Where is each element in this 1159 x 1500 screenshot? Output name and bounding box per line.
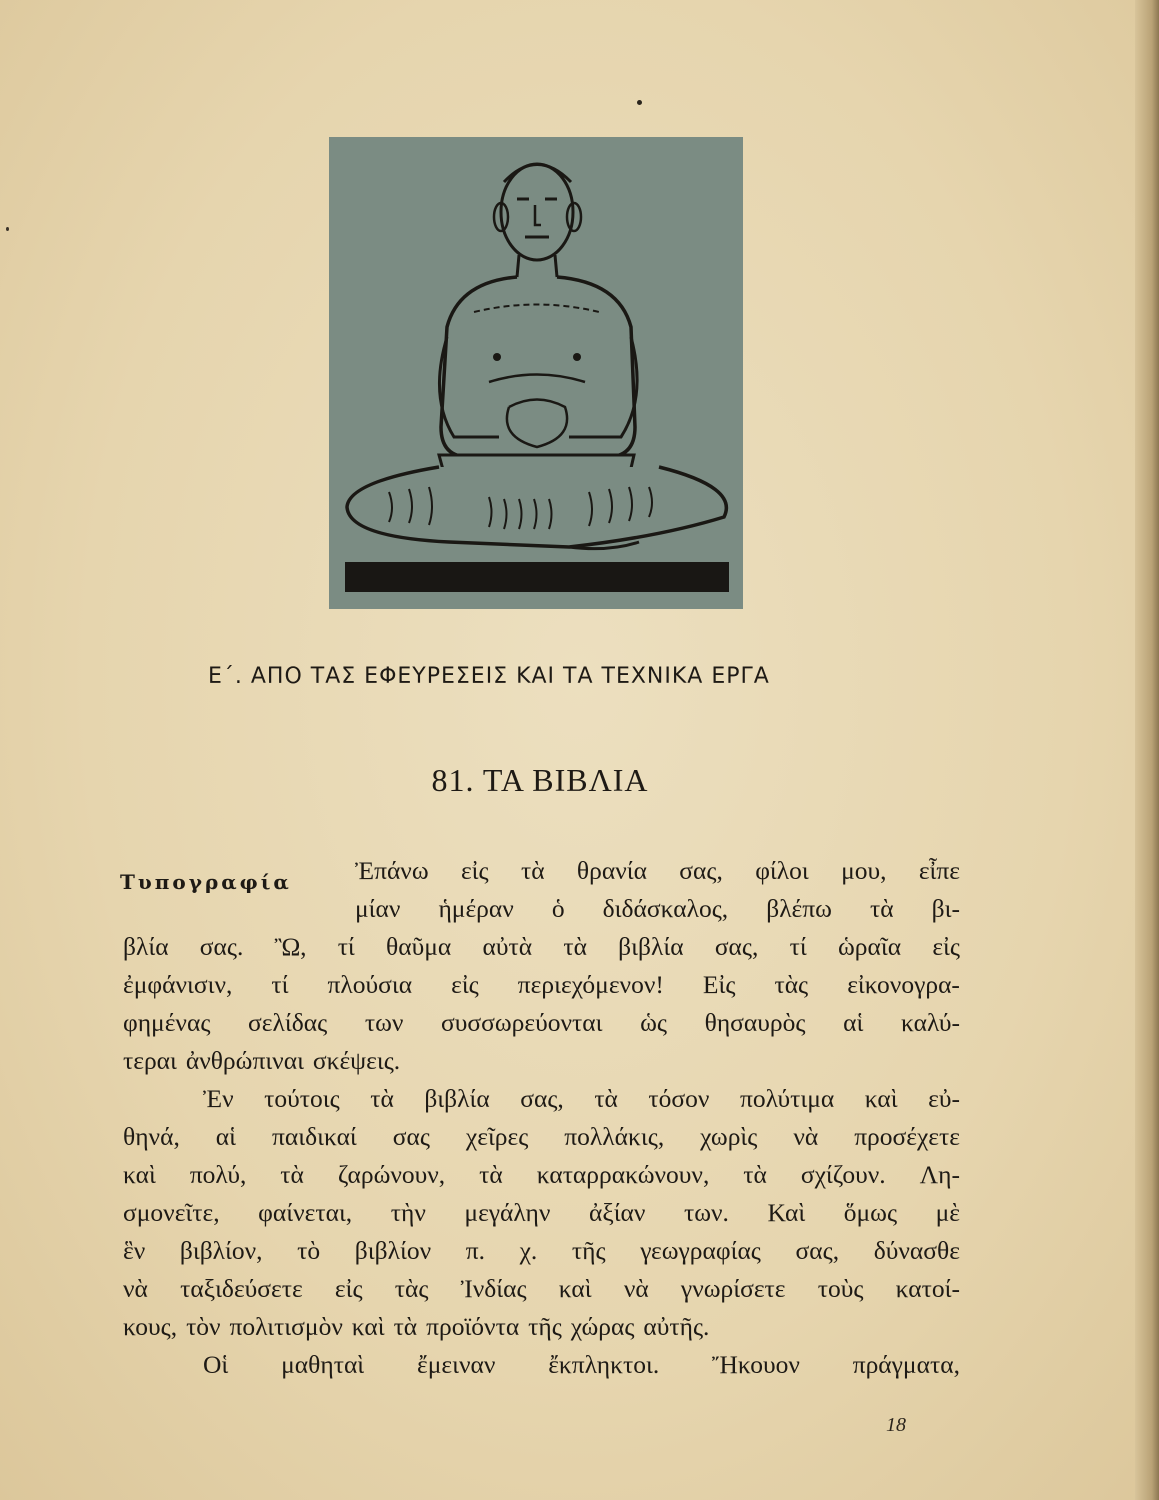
scribe-left-arm <box>439 337 499 437</box>
page-number: 18 <box>886 1414 906 1436</box>
text-line: τεραι ἀνθρώπιναι σκέψεις. <box>123 1046 401 1075</box>
text-line: νὰ ταξιδεύσετε εἰς τὰς Ἰνδίας καὶ νὰ γνωρίσετε τοὺς κατοί- <box>123 1274 960 1303</box>
text-line: μίαν ἡμέραν ὁ διδάσκαλος, βλέπω τὰ βι- <box>355 894 960 923</box>
text-line: βλία σας. Ὢ, τί θαῦμα αὐτὰ τὰ βιβλία σας, τί ὡραῖα εἰς <box>123 932 960 961</box>
scribe-right-arm <box>569 337 637 437</box>
edge-speck <box>6 227 9 231</box>
text-line: θηνά, αἱ παιδικαί σας χεῖρες πολλάκις, χωρὶς νὰ προσέχετε <box>123 1122 960 1151</box>
text-line: κους, τὸν πολιτισμὸν καὶ τὰ προϊόντα τῆς χώρας αὐτῆς. <box>123 1312 710 1341</box>
scribe-head <box>501 164 573 260</box>
section-heading: Ε΄. ΑΠΟ ΤΑΣ ΕΦΕΥΡΕΣΕΙΣ ΚΑΙ ΤΑ ΤΕΧΝΙΚΑ ΕΡΓΑ <box>208 664 770 689</box>
body-text <box>123 852 960 1384</box>
page-spine-shadow <box>1135 0 1159 1500</box>
text-line: Οἱ μαθηταὶ ἔμειναν ἔκπληκτοι. Ἤκουον πράγματα, <box>203 1350 960 1379</box>
text-line: καὶ πολύ, τὰ ζαρώνουν, τὰ καταρρακώνουν, τὰ σχίζουν. Λη- <box>123 1160 960 1189</box>
text-line: Ἐπάνω εἰς τὰ θρανία σας, φίλοι μου, εἶπε <box>355 856 960 885</box>
text-line: Ἐν τούτοις τὰ βιβλία σας, τὰ τόσον πολύτιμα καὶ εὐ- <box>203 1084 960 1113</box>
text-line: ἓν βιβλίον, τὸ βιβλίον π. χ. τῆς γεωγραφίας σας, δύνασθε <box>123 1236 960 1265</box>
print-speck <box>637 100 642 105</box>
scribe-belly <box>507 400 567 448</box>
text-line: φημένας σελίδας των συσσωρεύονται ὡς θησαυρὸς αἱ καλύ- <box>123 1008 960 1037</box>
margin-note: Τυπογραφία <box>120 870 292 894</box>
text-line: ἐμφάνισιν, τί πλούσια εἰς περιεχόμενον! Εἰς τὰς εἰκονογρα- <box>123 970 960 999</box>
text-line: σμονεῖτε, φαίνεται, τὴν μεγάλην ἀξίαν των. Καὶ ὅμως μὲ <box>123 1198 960 1227</box>
scribe-chest-line <box>489 375 585 383</box>
scribe-woodcut-svg <box>329 137 743 609</box>
chapter-title: 81. ΤΑ ΒΙΒΛΙΑ <box>431 762 649 798</box>
statue-base <box>345 562 729 592</box>
seated-scribe-illustration <box>329 137 743 609</box>
scribe-right-chest <box>573 353 581 361</box>
scribe-left-chest <box>493 353 501 361</box>
scribe-collarbone <box>474 305 599 313</box>
